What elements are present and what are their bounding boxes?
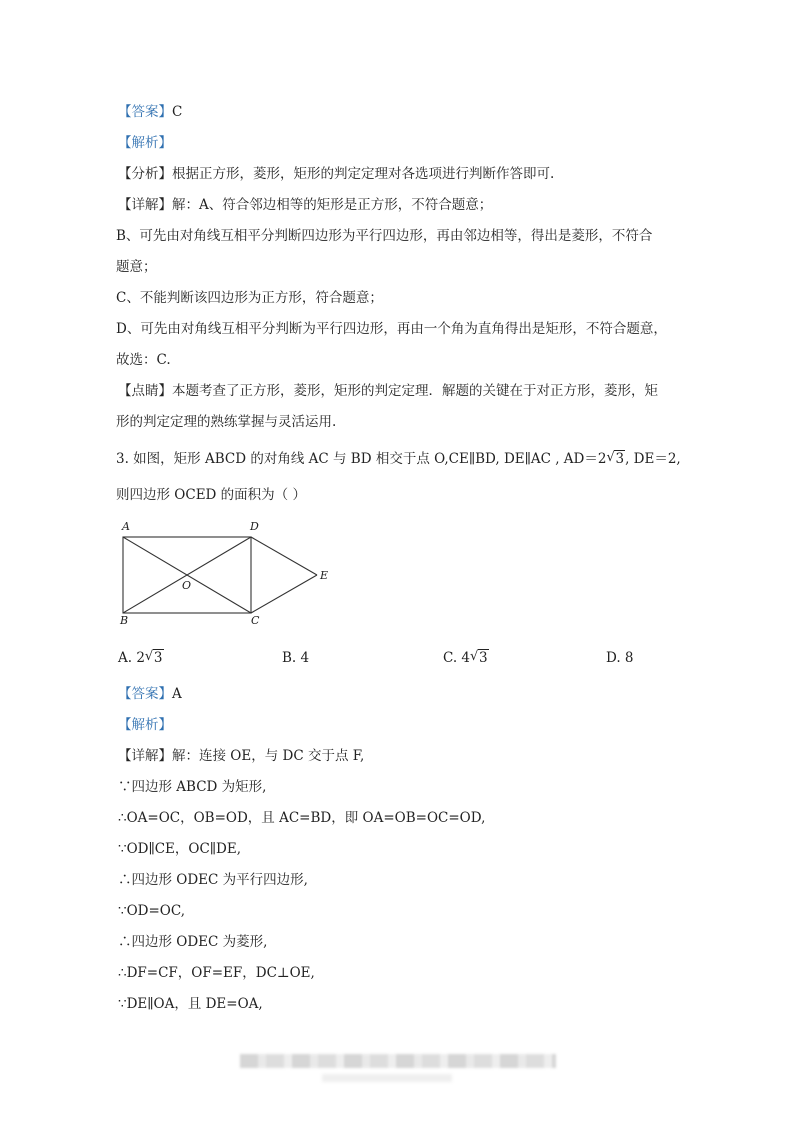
analysis-tag: 【解析】 (118, 717, 172, 733)
xiangjie-text: 解：A、符合邻边相等的矩形是正方形，不符合题意； (172, 197, 493, 213)
proof-step: ∴OA=OC，OB=OD，且 AC=BD，即 OA=OB=OC=OD, (118, 810, 486, 826)
blurred-footer-watermark (240, 1054, 556, 1068)
option-c-prefix: C. 4 (443, 650, 471, 666)
q2-line-b2: 题意； (116, 259, 157, 275)
q2-line-b1: B、可先由对角线互相平分判断四边形为平行四边形，再由邻边相等，得出是菱形，不符合 (116, 228, 653, 244)
q2-answer-line (118, 102, 182, 122)
label-e: E (320, 569, 329, 582)
sqrt-symbol (470, 648, 489, 668)
option-b: B. 4 (282, 650, 310, 666)
proof-step: ∴四边形 ODEC 为菱形, (118, 934, 268, 950)
option-a (118, 648, 164, 668)
dianjing-text: 本题考查了正方形，菱形，矩形的判定定理．解题的关键在于对正方形，菱形，矩 (172, 383, 658, 399)
q3-analysis-line (118, 715, 172, 735)
q2-fenxi-line (118, 164, 554, 184)
fenxi-tag: 【分析】 (118, 166, 172, 182)
q3-stem-post: , DE＝2, (625, 451, 681, 467)
dianjing-tag: 【点睛】 (118, 383, 172, 399)
sqrt-radicand: 3 (479, 650, 488, 666)
answer-tag: 【答案】 (118, 104, 172, 120)
analysis-tag: 【解析】 (118, 135, 172, 151)
fenxi-text: 根据正方形，菱形，矩形的判定定理对各选项进行判断作答即可. (172, 166, 555, 182)
q2-line-d2: 故选：C. (116, 352, 171, 368)
xiangjie-tag: 【详解】 (118, 197, 172, 213)
xiangjie-text: 解：连接 OE，与 DC 交于点 F, (172, 748, 365, 764)
proof-step: ∵DE∥OA，且 DE=OA, (118, 996, 263, 1012)
q2-line-c: C、不能判断该四边形为正方形，符合题意； (116, 290, 383, 306)
q3-stem-line1 (116, 449, 681, 469)
label-o: O (182, 579, 192, 592)
proof-step: ∵OD=OC, (118, 903, 185, 919)
label-a: A (122, 520, 130, 533)
label-b: B (120, 614, 129, 627)
geometry-figure (110, 512, 340, 630)
sqrt-symbol (606, 449, 625, 469)
proof-step: ∴四边形 ODEC 为平行四边形, (118, 872, 308, 888)
option-c (443, 648, 489, 668)
label-d: D (250, 520, 259, 533)
q2-analysis-line (118, 133, 172, 153)
q2-line-d1: D、可先由对角线互相平分判断为平行四边形，再由一个角为直角得出是矩形，不符合题意， (116, 321, 667, 337)
option-a-prefix: A. 2 (118, 650, 145, 666)
proof-step: ∵四边形 ABCD 为矩形, (118, 779, 267, 795)
blurred-footer-watermark-sub (322, 1074, 452, 1082)
proof-step: ∵OD∥CE，OC∥DE, (118, 841, 242, 857)
xiangjie-tag: 【详解】 (118, 748, 172, 764)
sqrt-symbol (145, 648, 164, 668)
answer-tag: 【答案】 (118, 686, 172, 702)
q3-stem-pre: 3. 如图，矩形 ABCD 的对角线 AC 与 BD 相交于点 O,CE∥BD, DE∥AC , AD＝2 (116, 451, 607, 467)
q2-dianjing-line (118, 381, 658, 401)
answer-value: C (172, 104, 183, 120)
q3-stem-line2: 则四边形 OCED 的面积为（ ） (116, 487, 306, 503)
proof-step: ∴DF=CF，OF=EF，DC⊥OE, (118, 965, 315, 981)
label-c: C (251, 614, 260, 627)
segment-ce (251, 575, 317, 613)
sqrt-radicand: 3 (615, 451, 625, 467)
q2-xiangjie-line (118, 195, 492, 215)
segment-de (251, 537, 317, 575)
sqrt-radicand: 3 (153, 650, 163, 666)
q3-xiangjie-line (118, 746, 364, 766)
answer-value: A (172, 686, 182, 702)
option-d: D. 8 (606, 650, 634, 666)
q2-dianjing-line2: 形的判定定理的熟练掌握与灵活运用. (116, 414, 337, 430)
q3-answer-line (118, 684, 182, 704)
